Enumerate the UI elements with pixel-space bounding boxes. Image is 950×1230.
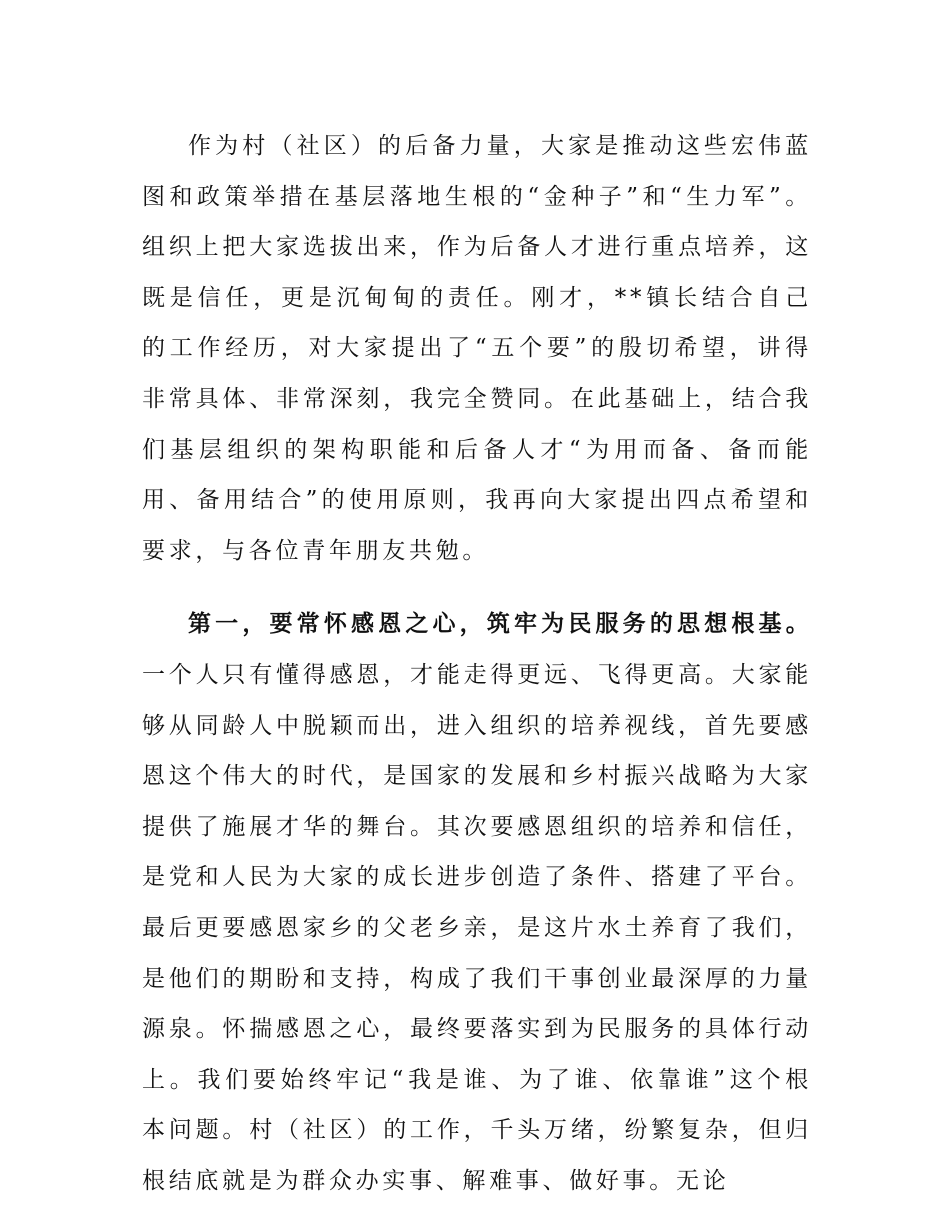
paragraph-point-one <box>142 599 812 1206</box>
point-one-heading: 第一，要常怀感恩之心，筑牢为民服务的思想根基。 <box>188 611 812 638</box>
point-one-text: 一个人只有懂得感恩，才能走得更远、飞得更高。大家能够从同龄人中脱颖而出，进入组织的培养视线，首先要感恩这个伟大的时代，是国家的发展和乡村振兴战略为大家提供了施展才华的舞台。其次要感恩组织的培养和信任，是党和人民为大家的成长进步创造了条件、搭建了平台。最后更要感恩家乡的父老乡亲，是这片水土养育了我们，是他们的期盼和支持，构成了我们干事创业最深厚的力量源泉。怀揣感恩之心，最终要落实到为民服务的具体行动上。我们要始终牢记“我是谁、为了谁、依靠谁”这个根本问题。村（社区）的工作，千头万绪，纷繁复杂，但归根结底就是为群众办实事、解难事、做好事。无论 <box>142 661 812 1194</box>
paragraph-intro <box>142 121 812 576</box>
paragraph-intro-text: 作为村（社区）的后备力量，大家是推动这些宏伟蓝图和政策举措在基层落地生根的“金种子”和“生力军”。组织上把大家选拔出来，作为后备人才进行重点培养，这既是信任，更是沉甸甸的责任。刚才，**镇长结合自己的工作经历，对大家提出了“五个要”的殷切希望，讲得非常具体、非常深刻，我完全赞同。在此基础上，结合我们基层组织的架构职能和后备人才“为用而备、备而能用、备用结合”的使用原则，我再向大家提出四点希望和要求，与各位青年朋友共勉。 <box>142 133 812 564</box>
document-body <box>142 121 812 1206</box>
